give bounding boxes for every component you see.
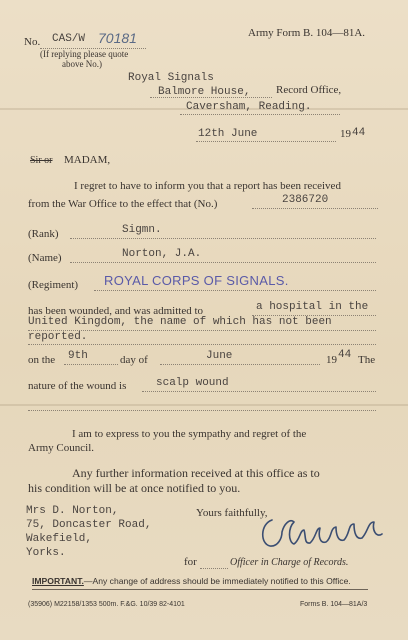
- reply-note-line1: (If replying please quote: [40, 49, 129, 59]
- rank-dotted-line: [70, 238, 376, 239]
- service-number: 2386720: [282, 194, 329, 206]
- recipient-line4: Yorks.: [26, 547, 66, 559]
- blank-dotted-line: [28, 410, 376, 411]
- further-info-line2: his condition will be at once notified to you.: [28, 481, 241, 495]
- on-the-label: on the: [28, 354, 56, 366]
- day-dotted-line: [64, 364, 118, 365]
- date-year-prefix: 19: [340, 128, 351, 140]
- year-prefix: 19: [326, 354, 337, 366]
- address-line3: Caversham, Reading.: [186, 101, 312, 113]
- address-dotted-line: [150, 97, 272, 98]
- hospital-line1: a hospital in the: [256, 301, 369, 313]
- month-value: June: [206, 350, 233, 362]
- year-value: 44: [338, 349, 352, 361]
- hospital-line2: United Kingdom, the name of which has not been: [28, 316, 332, 328]
- name-value: Norton, J.A.: [122, 248, 202, 260]
- no-label: No.: [24, 36, 41, 48]
- regiment-stamp: ROYAL CORPS OF SIGNALS.: [104, 273, 289, 288]
- sympathy-line1: I am to express to you the sympathy and regret of the: [72, 428, 307, 440]
- recipient-line1: Mrs D. Norton,: [26, 505, 119, 517]
- date-year: 44: [352, 127, 366, 139]
- wounded-text: has been wounded, and was admitted to: [28, 305, 204, 317]
- number-dotted-line: [252, 208, 378, 209]
- rank-value: Sigmn.: [122, 224, 162, 236]
- recipient-line2: 75, Doncaster Road,: [26, 519, 152, 531]
- for-dotted-line: [200, 568, 228, 569]
- reference-number: CAS/W: [52, 33, 86, 45]
- salutation-struck: Sir or: [30, 155, 53, 166]
- important-text: —Any change of address should be immediately notified to this Office.: [83, 576, 351, 586]
- day-of-label: day of: [120, 354, 148, 366]
- important-label: IMPORTANT.: [32, 576, 84, 586]
- intro-line2: from the War Office to the effect that (No.): [28, 198, 218, 210]
- notice-underline: [32, 589, 368, 590]
- further-info-line1: Any further information received at this office as to: [72, 466, 320, 480]
- recipient-line3: Wakefield,: [26, 533, 93, 545]
- fold-line: [0, 404, 408, 406]
- intro-line1: I regret to have to inform you that a report has been received: [74, 180, 341, 192]
- address-line1: Royal Signals: [128, 72, 214, 84]
- the-label: The: [358, 354, 376, 366]
- reply-note-line2: above No.): [62, 59, 102, 69]
- for-label: for: [184, 556, 197, 568]
- month-dotted-line: [160, 364, 320, 365]
- form-id: Army Form B. 104—81A.: [248, 27, 366, 39]
- officer-title: Officer in Charge of Records.: [230, 557, 349, 568]
- name-label: (Name): [28, 252, 62, 264]
- wound-dotted-line: [142, 391, 376, 392]
- reference-handwritten: 70181: [98, 30, 137, 46]
- signature-mark: [258, 510, 388, 554]
- address-line2: Balmore House,: [158, 86, 251, 98]
- sympathy-line2: Army Council.: [28, 442, 94, 454]
- hospital-line3: reported.: [28, 331, 88, 343]
- date-text: 12th June: [198, 128, 258, 140]
- wound-value: scalp wound: [156, 377, 229, 389]
- form-reference: Forms B. 104—81A/3: [300, 601, 368, 608]
- record-office-label: Record Office,: [276, 84, 342, 96]
- nature-label: nature of the wound is: [28, 380, 127, 392]
- regiment-label: (Regiment): [28, 279, 79, 291]
- salutation: MADAM,: [64, 154, 111, 166]
- regiment-dotted-line: [94, 290, 376, 291]
- address-dotted-line: [180, 114, 340, 115]
- rank-label: (Rank): [28, 228, 59, 240]
- day-value: 9th: [68, 350, 88, 362]
- yours-faithfully: Yours faithfully,: [196, 507, 268, 519]
- date-dotted-line: [196, 141, 336, 142]
- print-codes: (35906) M22158/1353 500m. F.&G. 10/39 82-4101: [28, 601, 185, 608]
- important-notice: [32, 576, 351, 586]
- name-dotted-line: [70, 262, 376, 263]
- hospital-dotted-line: [28, 344, 376, 345]
